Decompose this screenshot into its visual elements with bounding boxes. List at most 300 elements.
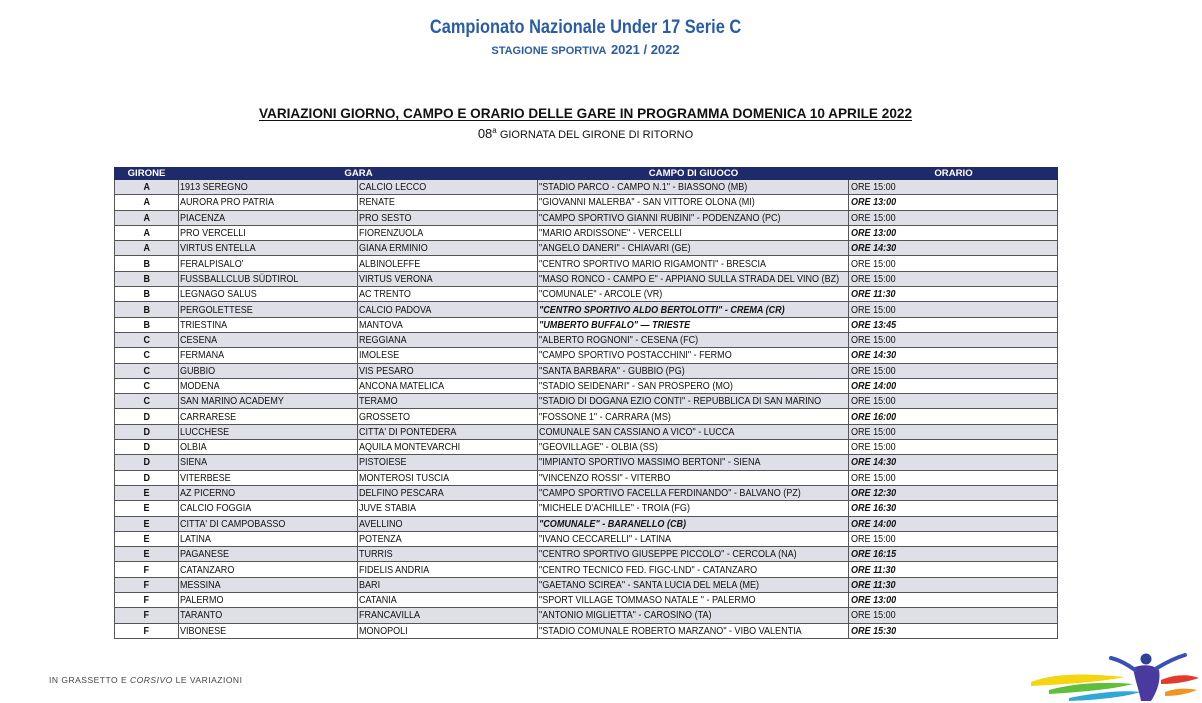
table-row — [115, 272, 1057, 287]
girone-text: E — [143, 532, 150, 545]
away-team-cell — [358, 348, 538, 362]
home-team-text: MODENA — [180, 380, 220, 392]
home-team-text: GUBBIO — [180, 364, 216, 377]
time-text: ORE 15:00 — [851, 395, 896, 408]
time-text: ORE 15:00 — [851, 609, 896, 622]
home-team-text: CESENA — [180, 334, 218, 347]
away-team-text: MONTEROSI TUSCIA — [359, 471, 450, 484]
home-team-text: MESSINA — [180, 578, 221, 591]
home-team-text: AURORA PRO PATRIA — [180, 196, 274, 209]
away-team-text: JUVE STABIA — [359, 502, 417, 515]
home-team-text: LATINA — [180, 532, 211, 545]
table-row — [115, 440, 1057, 455]
time-text: ORE 15:00 — [851, 181, 896, 194]
athlete-figure-logo-icon — [1029, 652, 1201, 702]
venue-text: "STADIO COMUNALE ROBERTO MARZANO" - VIBO VALENTIA — [539, 624, 802, 637]
table-row — [115, 624, 1057, 639]
time-cell — [849, 501, 1057, 515]
home-team-text: TARANTO — [180, 609, 223, 622]
venue-text: "STADIO PARCO - CAMPO N.1" - BIASSONO (MB) — [539, 181, 748, 194]
venue-text: "UMBERTO BUFFALO" — TRIESTE — [539, 318, 691, 331]
table-row — [115, 379, 1057, 394]
away-team-text: FIORENZUOLA — [359, 227, 424, 240]
girone-text: B — [143, 303, 150, 316]
championship-title: Campionato Nazionale Under 17 Serie C — [429, 17, 742, 38]
time-cell — [849, 455, 1057, 469]
venue-text: "MASO RONCO - CAMPO E" - APPIANO SULLA STRADA DEL VINO (BZ) — [539, 272, 840, 285]
table-header — [114, 167, 1058, 180]
time-cell — [849, 272, 1057, 286]
time-text: ORE 15:00 — [851, 257, 896, 270]
column-header-orario: ORARIO — [934, 168, 973, 179]
girone-text: F — [143, 624, 150, 637]
away-team-cell — [358, 195, 538, 209]
away-team-cell — [358, 272, 538, 286]
home-team-text: CARRARESE — [180, 410, 237, 423]
away-team-text: VIRTUS VERONA — [359, 272, 433, 285]
table-row — [115, 195, 1057, 210]
away-team-cell — [358, 593, 538, 607]
away-team-cell — [358, 180, 538, 194]
home-team-text: PERGOLETTESE — [180, 303, 253, 316]
table-row — [115, 302, 1057, 317]
venue-text: "CAMPO SPORTIVO FACELLA FERDINANDO" - BALVANO (PZ) — [539, 487, 801, 500]
home-team-text: CITTA' DI CAMPOBASSO — [180, 517, 286, 530]
venue-text: "COMUNALE" - BARANELLO (CB) — [539, 517, 687, 530]
time-cell — [849, 364, 1057, 378]
table-row — [115, 211, 1057, 226]
girone-text: F — [143, 609, 150, 622]
time-text: ORE 15:00 — [851, 471, 896, 484]
venue-cell — [538, 195, 849, 209]
time-cell — [849, 256, 1057, 270]
venue-cell — [538, 608, 849, 622]
venue-text: "GIOVANNI MALERBA" - SAN VITTORE OLONA (MI) — [539, 196, 755, 209]
home-team-text: VIRTUS ENTELLA — [180, 242, 256, 255]
time-cell — [849, 517, 1057, 531]
home-team-cell — [179, 394, 358, 408]
venue-cell — [538, 180, 849, 194]
away-team-text: PRO SESTO — [359, 211, 412, 224]
girone-text: B — [143, 257, 150, 270]
venue-text: "STADIO DI DOGANA EZIO CONTI" - REPUBBLICA DI SAN MARINO — [539, 395, 822, 408]
away-team-cell — [358, 471, 538, 485]
time-text: ORE 15:00 — [851, 334, 896, 347]
venue-cell — [538, 624, 849, 638]
venue-text: COMUNALE SAN CASSIANO A VICO" - LUCCA — [539, 425, 735, 438]
away-team-cell — [358, 486, 538, 500]
girone-text: D — [143, 471, 150, 484]
home-team-cell — [179, 624, 358, 638]
venue-text: "MICHELE D'ACHILLE" - TROIA (FG) — [539, 502, 690, 515]
home-team-text: LEGNAGO SALUS — [180, 288, 257, 301]
venue-text: "CAMPO SPORTIVO POSTACCHINI" - FERMO — [539, 349, 732, 362]
away-team-text: FRANCAVILLA — [359, 609, 421, 622]
home-team-cell — [179, 287, 358, 301]
away-team-cell — [358, 608, 538, 622]
venue-cell — [538, 409, 849, 423]
venue-cell — [538, 501, 849, 515]
table-row — [115, 593, 1057, 608]
home-team-cell — [179, 333, 358, 347]
table-row — [115, 364, 1057, 379]
girone-text: C — [143, 364, 150, 377]
home-team-cell — [179, 348, 358, 362]
time-text: ORE 13:45 — [851, 318, 897, 331]
girone-text: C — [143, 349, 150, 362]
time-text: ORE 16:00 — [851, 410, 897, 423]
venue-cell — [538, 256, 849, 270]
time-cell — [849, 180, 1057, 194]
girone-text: C — [143, 334, 150, 347]
away-team-text: MANTOVA — [359, 318, 403, 331]
girone-cell — [115, 409, 179, 423]
away-team-cell — [358, 211, 538, 225]
time-text: ORE 16:30 — [851, 502, 897, 515]
time-text: ORE 12:30 — [851, 487, 897, 500]
venue-text: "COMUNALE" - ARCOLE (VR) — [539, 288, 663, 301]
girone-text: F — [143, 578, 150, 591]
home-team-cell — [179, 241, 358, 255]
time-text: ORE 14:00 — [851, 517, 897, 530]
girone-text: A — [143, 181, 150, 194]
time-cell — [849, 440, 1057, 454]
venue-text: "IMPIANTO SPORTIVO MASSIMO BERTONI" - SIENA — [539, 456, 761, 469]
girone-text: D — [143, 456, 150, 469]
away-team-cell — [358, 318, 538, 332]
home-team-cell — [179, 272, 358, 286]
girone-cell — [115, 364, 179, 378]
home-team-cell — [179, 562, 358, 576]
time-text: ORE 14:30 — [851, 242, 897, 255]
venue-text: "ANGELO DANERI" - CHIAVARI (GE) — [539, 242, 691, 255]
venue-cell — [538, 226, 849, 240]
legend-note-end: LE VARIAZIONI — [175, 675, 243, 685]
table-row — [115, 425, 1057, 440]
time-text: ORE 15:00 — [851, 303, 896, 316]
venue-cell — [538, 425, 849, 439]
time-text: ORE 15:30 — [851, 624, 897, 637]
girone-cell — [115, 440, 179, 454]
home-team-cell — [179, 608, 358, 622]
time-cell — [849, 425, 1057, 439]
home-team-cell — [179, 471, 358, 485]
girone-text: B — [143, 318, 150, 331]
time-cell — [849, 486, 1057, 500]
venue-cell — [538, 578, 849, 592]
home-team-cell — [179, 180, 358, 194]
table-row — [115, 486, 1057, 501]
table-row — [115, 501, 1057, 516]
girone-cell — [115, 272, 179, 286]
venue-text: "CENTRO SPORTIVO GIUSEPPE PICCOLO" - CERCOLA (NA) — [539, 548, 797, 561]
away-team-text: MONOPOLI — [359, 624, 408, 637]
girone-text: E — [143, 487, 150, 500]
away-team-cell — [358, 578, 538, 592]
away-team-text: FIDELIS ANDRIA — [359, 563, 430, 576]
home-team-text: CATANZARO — [180, 563, 235, 576]
away-team-text: RENATE — [359, 196, 395, 209]
venue-text: "IVANO CECCARELLI" - LATINA — [539, 532, 672, 545]
away-team-cell — [358, 256, 538, 270]
time-cell — [849, 302, 1057, 316]
venue-text: "STADIO SEIDENARI" - SAN PROSPERO (MO) — [539, 380, 733, 392]
home-team-cell — [179, 547, 358, 561]
home-team-cell — [179, 409, 358, 423]
time-cell — [849, 471, 1057, 485]
home-team-text: PAGANESE — [180, 548, 230, 561]
home-team-text: AZ PICERNO — [180, 487, 236, 500]
venue-text: "GEOVILLAGE" - OLBIA (SS) — [539, 441, 658, 454]
girone-cell — [115, 348, 179, 362]
home-team-cell — [179, 517, 358, 531]
season-years: 2021 / 2022 — [610, 42, 680, 57]
venue-cell — [538, 364, 849, 378]
girone-cell — [115, 608, 179, 622]
away-team-text: POTENZA — [359, 532, 402, 545]
home-team-cell — [179, 440, 358, 454]
venue-text: "SANTA BARBARA" - GUBBIO (PG) — [539, 364, 685, 377]
girone-text: D — [143, 425, 150, 438]
column-header-gara: GARA — [344, 168, 373, 179]
girone-cell — [115, 562, 179, 576]
home-team-text: SIENA — [180, 456, 208, 469]
girone-cell — [115, 578, 179, 592]
table-row — [115, 409, 1057, 424]
girone-cell — [115, 486, 179, 500]
girone-cell — [115, 455, 179, 469]
girone-cell — [115, 425, 179, 439]
girone-text: D — [143, 441, 150, 454]
home-team-text: FUSSBALLCLUB SÜDTIROL — [180, 272, 299, 285]
round-text: GIORNATA DEL GIRONE DI RITORNO — [499, 129, 694, 141]
venue-cell — [538, 348, 849, 362]
time-cell — [849, 562, 1057, 576]
venue-cell — [538, 471, 849, 485]
column-header-girone: GIRONE — [127, 168, 166, 179]
table-row — [115, 562, 1057, 577]
away-team-cell — [358, 624, 538, 638]
away-team-text: REGGIANA — [359, 334, 407, 347]
venue-text: "SPORT VILLAGE TOMMASO NATALE " - PALERMO — [539, 594, 756, 607]
away-team-text: BARI — [359, 578, 381, 591]
round-ordinal: a — [492, 126, 497, 135]
venue-cell — [538, 517, 849, 531]
time-cell — [849, 226, 1057, 240]
home-team-cell — [179, 302, 358, 316]
girone-text: F — [143, 594, 150, 607]
home-team-text: 1913 SEREGNO — [180, 181, 248, 194]
schedule-table-body — [114, 180, 1058, 639]
girone-cell — [115, 256, 179, 270]
home-team-text: PIACENZA — [180, 211, 226, 224]
document-header — [0, 15, 1171, 41]
girone-text: F — [143, 563, 150, 576]
table-row — [115, 547, 1057, 562]
venue-cell — [538, 593, 849, 607]
venue-cell — [538, 547, 849, 561]
table-row — [115, 318, 1057, 333]
time-text: ORE 16:15 — [851, 548, 897, 561]
home-team-cell — [179, 532, 358, 546]
home-team-cell — [179, 455, 358, 469]
legend-note-emphasis: CORSIVO — [130, 675, 173, 685]
girone-text: A — [143, 196, 150, 209]
girone-text: C — [143, 395, 150, 408]
away-team-cell — [358, 455, 538, 469]
venue-text: "FOSSONE 1" - CARRARA (MS) — [539, 410, 671, 423]
girone-text: C — [143, 380, 150, 392]
girone-text: D — [143, 410, 150, 423]
girone-text: B — [143, 288, 150, 301]
venue-text: "CENTRO SPORTIVO MARIO RIGAMONTI" - BRESCIA — [539, 257, 766, 270]
away-team-text: TERAMO — [359, 395, 398, 408]
legend-note-start: IN GRASSETTO E — [49, 675, 128, 685]
away-team-cell — [358, 501, 538, 515]
time-cell — [849, 318, 1057, 332]
away-team-text: ANCONA MATELICA — [359, 380, 445, 392]
home-team-cell — [179, 379, 358, 393]
table-row — [115, 241, 1057, 256]
venue-cell — [538, 532, 849, 546]
season-label: STAGIONE SPORTIVA — [491, 45, 607, 57]
table-row — [115, 287, 1057, 302]
venue-cell — [538, 272, 849, 286]
venue-text: "CAMPO SPORTIVO GIANNI RUBINI" - PODENZANO (PC) — [539, 211, 781, 224]
away-team-cell — [358, 517, 538, 531]
girone-cell — [115, 195, 179, 209]
venue-cell — [538, 318, 849, 332]
girone-cell — [115, 379, 179, 393]
home-team-text: VITERBESE — [180, 471, 231, 484]
notice-heading: VARIAZIONI GIORNO, CAMPO E ORARIO DELLE GARE IN PROGRAMMA DOMENICA 10 APRILE 2022 — [258, 106, 913, 121]
away-team-text: AVELLINO — [359, 517, 403, 530]
away-team-text: IMOLESE — [359, 349, 400, 362]
away-team-text: PISTOIESE — [359, 456, 407, 469]
away-team-text: DELFINO PESCARA — [359, 487, 444, 500]
time-cell — [849, 593, 1057, 607]
venue-cell — [538, 486, 849, 500]
away-team-text: GROSSETO — [359, 410, 411, 423]
girone-text: E — [143, 502, 150, 515]
time-text: ORE 15:00 — [851, 211, 896, 224]
girone-text: E — [143, 548, 150, 561]
time-cell — [849, 578, 1057, 592]
table-row — [115, 517, 1057, 532]
time-cell — [849, 624, 1057, 638]
time-cell — [849, 333, 1057, 347]
home-team-cell — [179, 578, 358, 592]
venue-cell — [538, 440, 849, 454]
time-cell — [849, 409, 1057, 423]
venue-text: "GAETANO SCIREA" - SANTA LUCIA DEL MELA (ME) — [539, 578, 760, 591]
girone-cell — [115, 287, 179, 301]
away-team-text: ALBINOLEFFE — [359, 257, 421, 270]
girone-text: A — [143, 227, 150, 240]
venue-text: "ANTONIO MIGLIETTA" - CAROSINO (TA) — [539, 609, 712, 622]
home-team-text: CALCIO FOGGIA — [180, 502, 252, 515]
table-row — [115, 333, 1057, 348]
time-text: ORE 11:30 — [851, 288, 896, 301]
time-text: ORE 11:30 — [851, 563, 896, 576]
venue-cell — [538, 394, 849, 408]
venue-cell — [538, 333, 849, 347]
time-text: ORE 11:30 — [851, 578, 896, 591]
table-row — [115, 348, 1057, 363]
girone-cell — [115, 501, 179, 515]
venue-cell — [538, 241, 849, 255]
home-team-cell — [179, 501, 358, 515]
home-team-cell — [179, 425, 358, 439]
time-text: ORE 15:00 — [851, 272, 896, 285]
venue-text: "CENTRO TECNICO FED. FIGC-LND" - CATANZARO — [539, 563, 758, 576]
time-cell — [849, 379, 1057, 393]
away-team-cell — [358, 440, 538, 454]
time-cell — [849, 348, 1057, 362]
girone-text: B — [143, 272, 150, 285]
table-row — [115, 455, 1057, 470]
home-team-cell — [179, 364, 358, 378]
time-cell — [849, 608, 1057, 622]
girone-cell — [115, 624, 179, 638]
venue-text: "ALBERTO ROGNONI" - CESENA (FC) — [539, 334, 699, 347]
time-text: ORE 15:00 — [851, 441, 896, 454]
home-team-text: SAN MARINO ACADEMY — [180, 395, 284, 408]
away-team-cell — [358, 562, 538, 576]
girone-cell — [115, 241, 179, 255]
away-team-cell — [358, 364, 538, 378]
home-team-text: FERMANA — [180, 349, 225, 362]
away-team-cell — [358, 425, 538, 439]
time-text: ORE 14:00 — [851, 380, 897, 392]
home-team-text: PALERMO — [180, 594, 224, 607]
away-team-text: CATANIA — [359, 594, 397, 607]
home-team-cell — [179, 195, 358, 209]
time-text: ORE 13:00 — [851, 227, 897, 240]
girone-cell — [115, 333, 179, 347]
away-team-text: GIANA ERMINIO — [359, 242, 428, 255]
girone-cell — [115, 532, 179, 546]
time-cell — [849, 394, 1057, 408]
time-cell — [849, 287, 1057, 301]
venue-cell — [538, 287, 849, 301]
away-team-text: VIS PESARO — [359, 364, 414, 377]
home-team-cell — [179, 486, 358, 500]
home-team-text: FERALPISALO' — [180, 257, 244, 270]
table-row — [115, 180, 1057, 195]
home-team-cell — [179, 318, 358, 332]
venue-cell — [538, 379, 849, 393]
girone-cell — [115, 471, 179, 485]
time-text: ORE 14:30 — [851, 349, 897, 362]
time-text: ORE 13:00 — [851, 196, 897, 209]
girone-cell — [115, 226, 179, 240]
venue-cell — [538, 455, 849, 469]
girone-cell — [115, 394, 179, 408]
girone-cell — [115, 211, 179, 225]
home-team-cell — [179, 593, 358, 607]
away-team-cell — [358, 287, 538, 301]
girone-cell — [115, 547, 179, 561]
girone-cell — [115, 593, 179, 607]
home-team-cell — [179, 226, 358, 240]
away-team-text: TURRIS — [359, 548, 393, 561]
girone-cell — [115, 180, 179, 194]
venue-text: "VINCENZO ROSSI" - VITERBO — [539, 471, 671, 484]
home-team-text: TRIESTINA — [180, 318, 228, 331]
table-row — [115, 226, 1057, 241]
home-team-text: LUCCHESE — [180, 425, 230, 438]
